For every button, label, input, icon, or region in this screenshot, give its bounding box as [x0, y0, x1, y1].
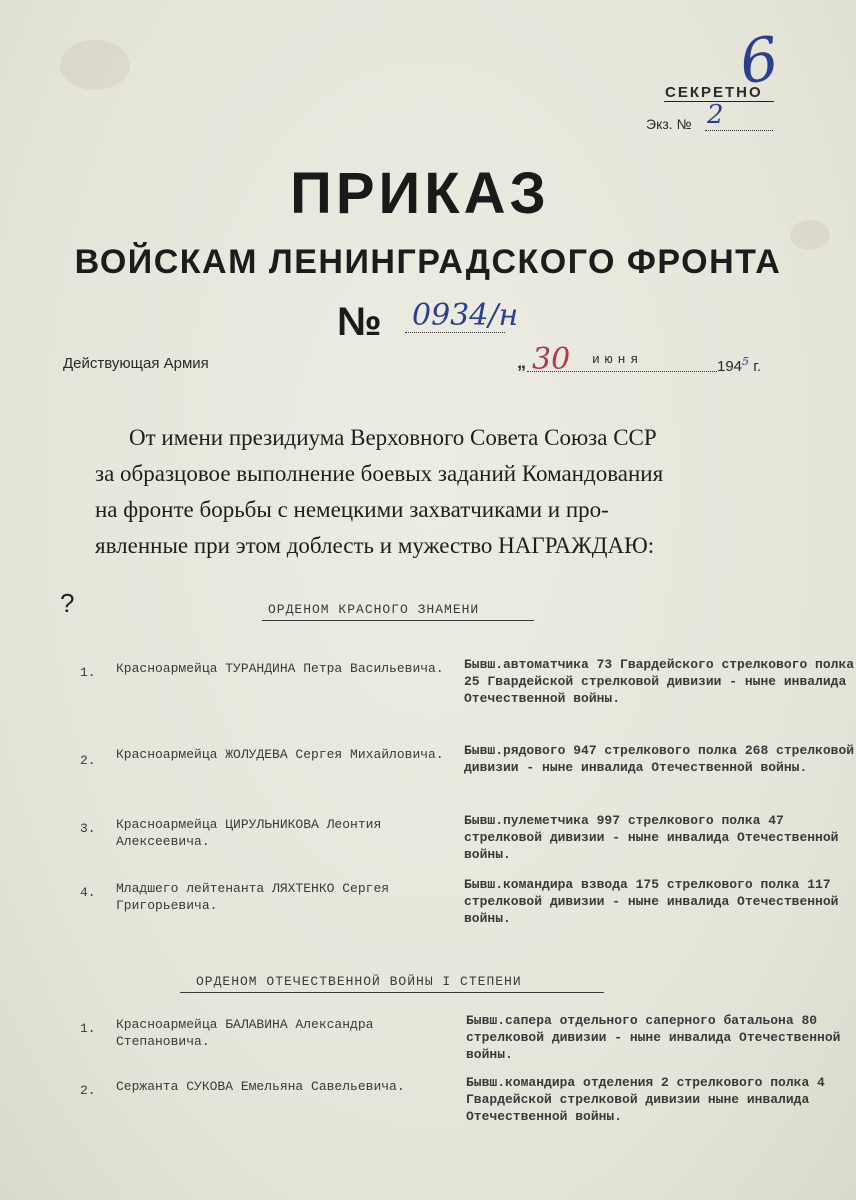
date-day: 30	[532, 342, 571, 377]
place-label: Действующая Армия	[63, 355, 209, 372]
section2-underline	[180, 992, 604, 993]
order-number-line	[405, 332, 505, 333]
document-title: ПРИКАЗ	[290, 161, 550, 226]
award-number: 1.	[80, 1021, 96, 1036]
award-name: Красноармейца ЦИРУЛЬНИКОВА Леонтия Алексеевича.	[116, 817, 382, 849]
order-number-value: 0934/н	[412, 298, 519, 333]
award-name: Красноармейца ЖОЛУДЕВА Сергея Михайловича.	[116, 747, 444, 762]
date-year-hand: 5	[742, 355, 750, 368]
date-month: июня	[592, 352, 644, 367]
intro-line: явленные при этом доблесть и мужество НАГРАЖДАЮ:	[95, 533, 655, 558]
award-name: Красноармейца БАЛАВИНА Александра Степановича.	[116, 1017, 374, 1049]
copy-number: 2	[707, 100, 724, 130]
section1-underline	[262, 620, 534, 621]
award-name: Сержанта СУКОВА Емельяна Савельевича.	[116, 1079, 405, 1094]
date-year-printed: 194	[717, 358, 743, 375]
award-description: Бывш.пулеметчика 997 стрелкового полка 47 стрелковой дивизии - ныне инвалида Отечественной войны.	[464, 813, 839, 862]
award-description: Бывш.командира взвода 175 стрелкового полка 117 стрелковой дивизии - ныне инвалида Отечественной войны.	[464, 877, 839, 926]
award-description: Бывш.командира отделения 2 стрелкового полка 4 Гвардейской стрелковой дивизии ныне инвалида Отечественной войны.	[466, 1075, 825, 1124]
date-open-quote: „	[517, 352, 526, 372]
copy-number-line	[705, 130, 773, 131]
section1-heading: ОРДЕНОМ КРАСНОГО ЗНАМЕНИ	[268, 602, 480, 617]
date-year-suffix: г.	[753, 358, 762, 375]
intro-line: за образцовое выполнение боевых заданий Командования	[95, 461, 664, 486]
award-number: 3.	[80, 821, 96, 836]
margin-mark: ?	[60, 588, 75, 618]
award-number: 4.	[80, 885, 96, 900]
corner-page-mark: 6	[735, 23, 783, 99]
order-number-label: №	[337, 300, 382, 344]
award-number: 1.	[80, 665, 96, 680]
copy-label: Экз. №	[646, 116, 692, 132]
award-name: Младшего лейтенанта ЛЯХТЕНКО Сергея Григорьевича.	[116, 881, 390, 913]
date-year	[717, 355, 761, 375]
award-description: Бывш.автоматчика 73 Гвардейского стрелкового полка 25 Гвардейской стрелковой дивизии - ныне инвалида Отечественной войны.	[464, 657, 855, 706]
intro-line: на фронте борьбы с немецкими захватчиками и про-	[95, 497, 609, 522]
document-subtitle: ВОЙСКАМ ЛЕНИНГРАДСКОГО ФРОНТА	[74, 243, 782, 281]
paper-stain	[60, 40, 130, 90]
section2-heading: ОРДЕНОМ ОТЕЧЕСТВЕННОЙ ВОЙНЫ I СТЕПЕНИ	[196, 974, 522, 989]
award-number: 2.	[80, 753, 96, 768]
award-number: 2.	[80, 1083, 96, 1098]
intro-line: От имени президиума Верховного Совета Союза ССР	[129, 425, 657, 450]
award-name: Красноармейца ТУРАНДИНА Петра Васильевича.	[116, 661, 444, 676]
date-line	[527, 371, 717, 372]
secret-stamp: СЕКРЕТНО	[665, 84, 763, 101]
award-description: Бывш.рядового 947 стрелкового полка 268 стрелковой дивизии - ныне инвалида Отечественной войны.	[464, 743, 855, 775]
intro-paragraph	[95, 420, 775, 564]
award-description: Бывш.сапера отдельного саперного батальона 80 стрелковой дивизии - ныне инвалида Отечественной войны.	[466, 1013, 841, 1062]
